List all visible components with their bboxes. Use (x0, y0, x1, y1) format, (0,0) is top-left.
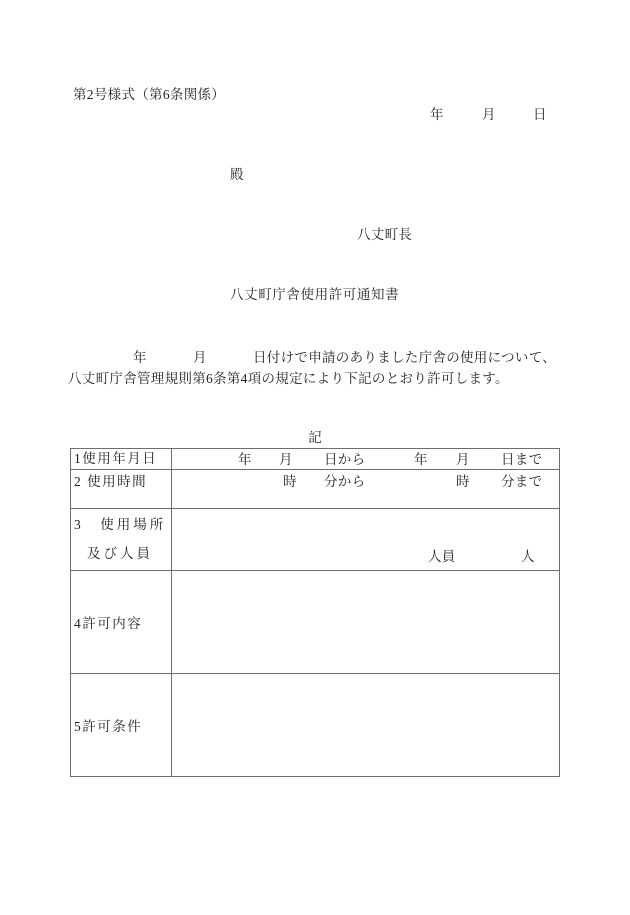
row-label-use-date: 1使用年月日 (71, 449, 172, 470)
issue-date-day-label: 日 (533, 107, 547, 122)
person-unit-label: 人 (521, 549, 535, 564)
issue-date-month-label: 月 (482, 107, 496, 122)
time-to-hour-label: 時 (456, 474, 470, 489)
cell-use-date (172, 449, 559, 470)
cell-permit-content (172, 571, 559, 674)
time-from-minute-label: 分から (324, 474, 366, 489)
body-paragraph-line2: 八丈町庁舎管理規則第6条第4項の規定により下記のとおり許可します。 (68, 371, 509, 386)
use-to-month-label: 月 (456, 452, 470, 467)
row-label-use-time: 2 使用時間 (71, 470, 172, 509)
row-label-permit-conditions: 5許可条件 (71, 674, 172, 776)
time-from-hour-label: 時 (283, 474, 297, 489)
cell-use-time (172, 470, 559, 509)
addressee-honorific: 殿 (230, 167, 244, 182)
body-line1-text: 日付けで申請のありました庁舎の使用について、 (253, 350, 557, 365)
personnel-label: 人員 (428, 549, 456, 564)
form-number: 第2号様式（第6条関係） (73, 87, 226, 102)
use-to-day-label: 日まで (501, 452, 543, 467)
time-to-minute-label: 分まで (501, 474, 543, 489)
row-label-permit-content: 4許可内容 (71, 571, 172, 674)
use-from-month-label: 月 (279, 452, 293, 467)
application-date-year-label: 年 (133, 350, 147, 365)
and-personnel-label: 及び人員 (87, 546, 153, 561)
document-title: 八丈町庁舎使用許可通知書 (230, 287, 400, 302)
record-heading: 記 (308, 430, 322, 445)
issue-date-line (0, 103, 630, 121)
use-place-label: 3 使用場所 (74, 517, 167, 532)
issue-date-year-label: 年 (430, 107, 444, 122)
permit-details-table (70, 448, 560, 777)
row-label-use-place-personnel (71, 509, 172, 571)
body-paragraph-line1 (0, 346, 630, 366)
use-from-day-label: 日から (324, 452, 366, 467)
cell-permit-conditions (172, 674, 559, 776)
cell-use-place-personnel (172, 509, 559, 571)
sender-name: 八丈町長 (357, 227, 413, 242)
use-to-year-label: 年 (414, 452, 428, 467)
application-date-month-label: 月 (193, 350, 207, 365)
use-from-year-label: 年 (238, 452, 252, 467)
